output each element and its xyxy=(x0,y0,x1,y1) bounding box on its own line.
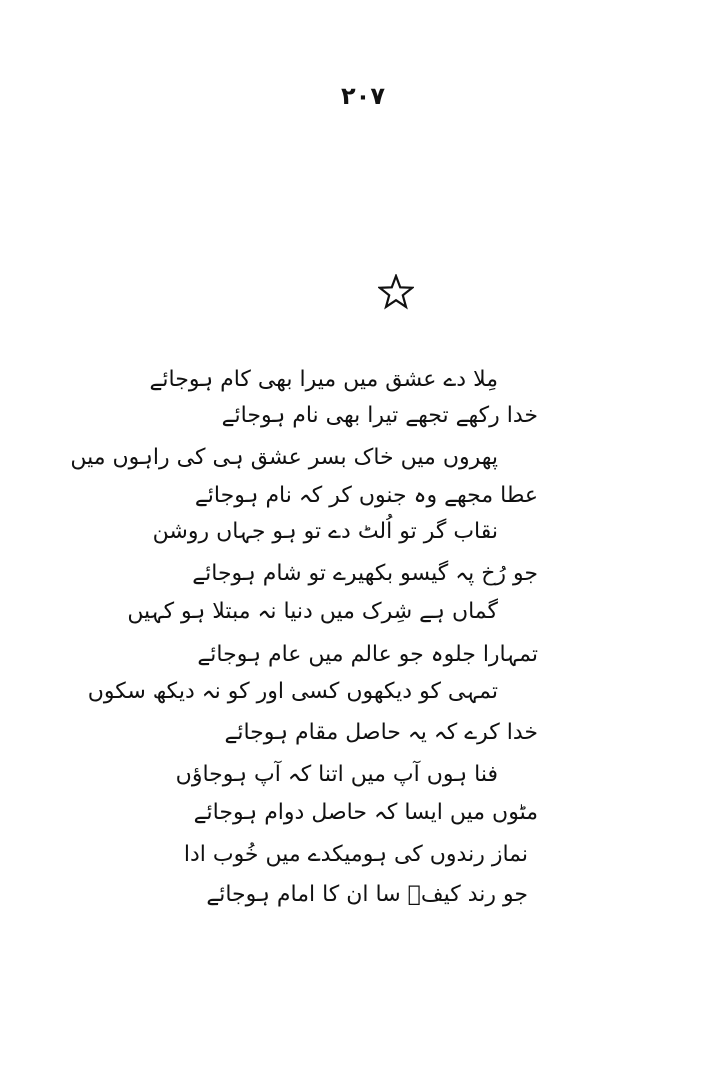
star-outline-icon xyxy=(378,274,414,310)
verse-line: خدا کرے کہ یہ حاصل مقام ہوجائے xyxy=(224,720,538,745)
verse-line: گماں ہے شِرک میں دنیا نہ مبتلا ہو کہیں xyxy=(127,599,498,624)
verse-line: تمہارا جلوہ جو عالم میں عام ہوجائے xyxy=(197,642,538,667)
verse-line: عطا مجھے وہ جنوں کر کہ نام ہوجائے xyxy=(194,483,538,508)
page-number: ۲۰۷ xyxy=(341,82,385,110)
verse-line: نماز رندوں کی ہومیکدے میں خُوب ادا xyxy=(183,842,528,867)
verse-line: مِلا دے عشق میں میرا بھی کام ہوجائے xyxy=(149,367,498,392)
verse-line: خدا رکھے تجھے تیرا بھی نام ہوجائے xyxy=(221,403,538,428)
verse-line: مٹوں میں ایسا کہ حاصل دوام ہوجائے xyxy=(193,800,538,825)
verse-line: جو رند کیفؔ سا ان کا امام ہوجائے xyxy=(206,882,528,907)
verse-line: فنا ہوں آپ میں اتنا کہ آپ ہوجاؤں xyxy=(175,762,498,787)
verse-line: نقاب گر تو اُلٹ دے تو ہو جہاں روشن xyxy=(152,519,498,544)
verse-line: پھروں میں خاک بسر عشق ہی کی راہوں میں xyxy=(70,445,498,470)
verse-line: جو رُخ پہ گیسو بکھیرے تو شام ہوجائے xyxy=(192,561,538,586)
verse-line: تمہی کو دیکھوں کسی اور کو نہ دیکھ سکوں xyxy=(87,679,498,704)
